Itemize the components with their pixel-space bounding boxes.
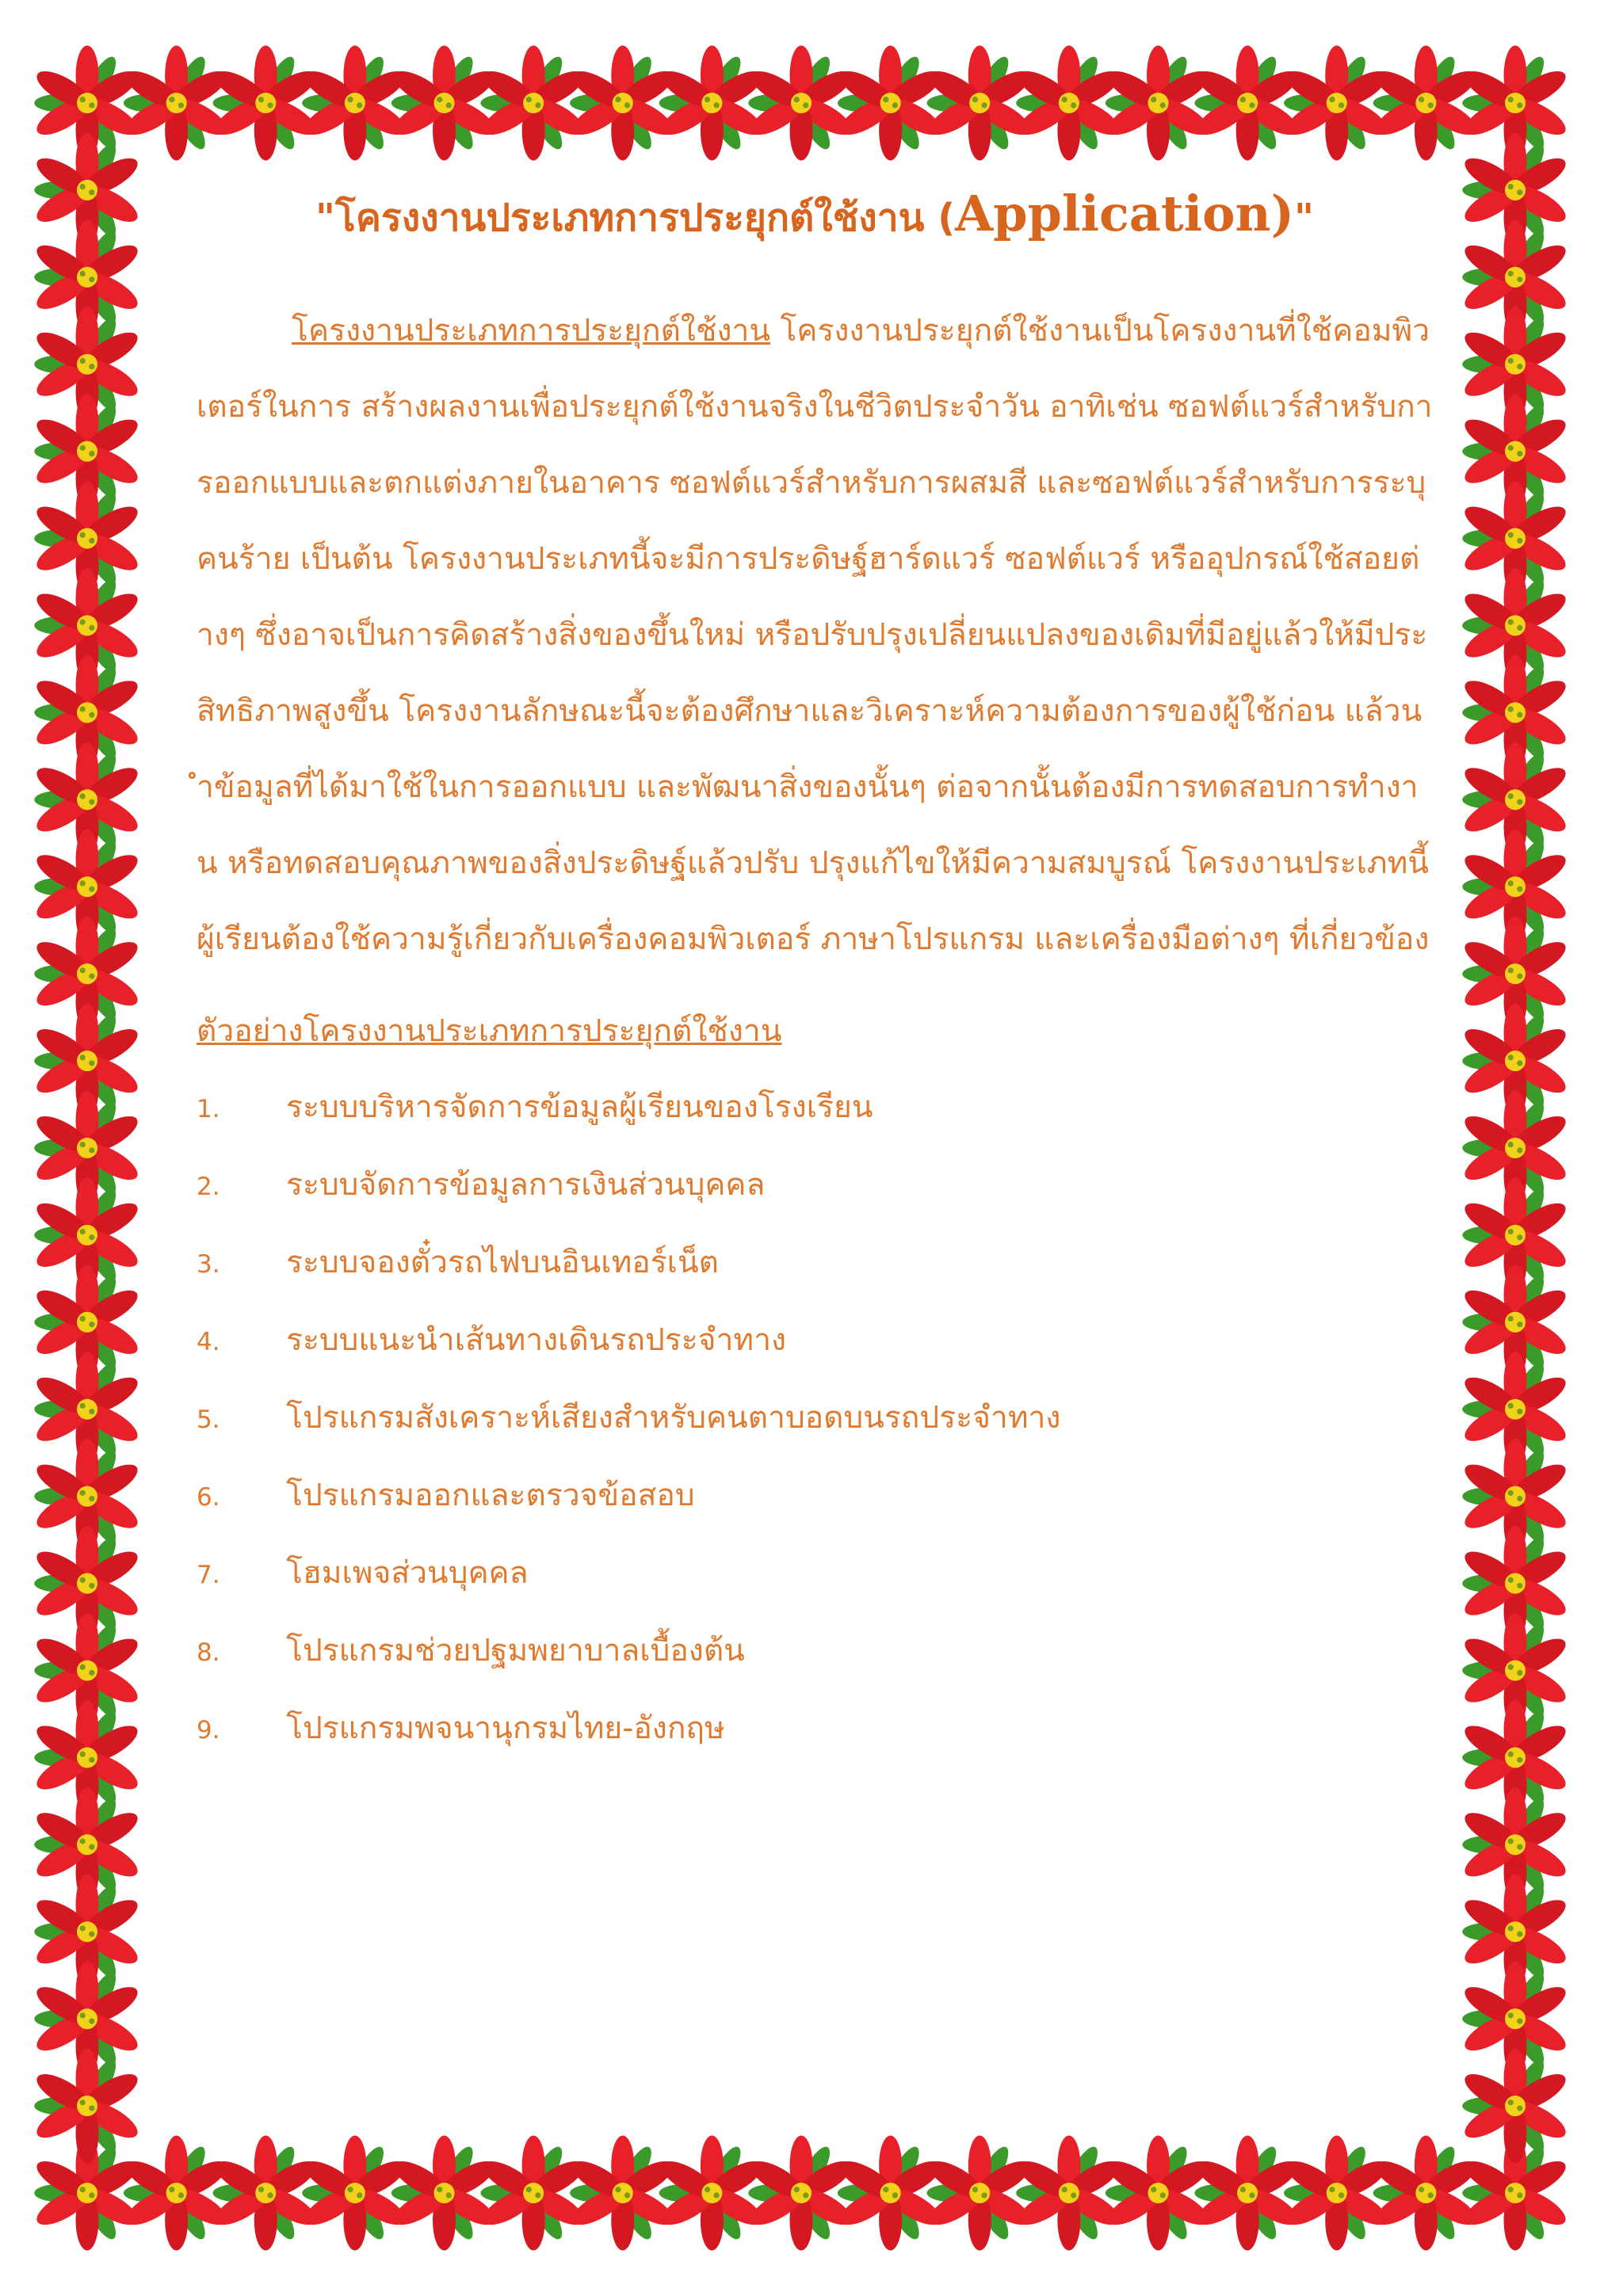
list-item	[197, 1147, 1433, 1225]
list-item-text: โปรแกรมพจนานุกรมไทย-อังกฤษ	[286, 1711, 725, 1746]
list-item	[197, 1691, 1433, 1768]
list-item-number: 6.	[197, 1483, 220, 1512]
list-item	[197, 1535, 1433, 1613]
list-item-number: 8.	[197, 1638, 220, 1667]
list-item-text: ระบบจัดการข้อมูลการเงินส่วนบุคคล	[286, 1167, 766, 1203]
list-item	[197, 1613, 1433, 1691]
document-title	[197, 186, 1433, 246]
list-item-number: 4.	[197, 1328, 220, 1356]
list-item-text: โปรแกรมช่วยปฐมพยาบาลเบื้องต้น	[286, 1633, 745, 1669]
list-item	[197, 1070, 1433, 1147]
list-item-text: ระบบจองตั๋วรถไฟบนอินเทอร์เน็ต	[286, 1245, 719, 1280]
intro-underlined-term: โครงงานประเภทการประยุกต์ใช้งาน	[292, 313, 771, 349]
list-item-number: 1.	[197, 1095, 220, 1123]
intro-body: โครงงานประยุกต์ใช้งานเป็นโครงงานที่ใช้คอมพิวเตอร์ในการ สร้างผลงานเพื่อประยุกต์ใช้งานจริงในชีวิตประจำวัน อาทิเช่น ซอฟต์แวร์สำหรับการออกแบบและตกแต่งภายในอาคาร ซอฟต์แวร์สำหรับการผสมสี และซอฟต์แวร์สำหรับการระบุคนร้าย เป็นต้น โครงงานประเภทนี้จะมีการประดิษฐ์ฮาร์ดแวร์ ซอฟต์แวร์ หรืออุปกรณ์ใช้สอยต่างๆ ซึ่งอาจเป็นการคิดสร้างสิ่งของขึ้นใหม่ หรือปรับปรุงเปลี่ยนแปลงของเดิมที่มีอยู่แล้วให้มีประสิทธิภาพสูงขึ้น โครงงานลักษณะนี้จะต้องศึกษาและวิเคราะห์ความต้องการของผู้ใช้ก่อน แล้วนำข้อมูลที่ได้มาใช้ในการออกแบบ และพัฒนาสิ่งของนั้นๆ ต่อจากนั้นต้องมีการทดสอบการทำงาน หรือทดสอบคุณภาพของสิ่งประดิษฐ์แล้วปรับ ปรุงแก้ไขให้มีความสมบูรณ์ โครงงานประเภทนี้ผู้เรียนต้องใช้ความรู้เกี่ยวกับเครื่องคอมพิวเตอร์ ภาษาโปรแกรม และเครื่องมือต่างๆ ที่เกี่ยวข้อง	[197, 313, 1433, 957]
list-item-text: โฮมเพจส่วนบุคคล	[286, 1555, 529, 1591]
examples-list	[197, 1070, 1433, 1768]
title-thai: "โครงงานประเภทการประยุกต์ใช้งาน (	[315, 196, 956, 240]
poinsettia-icon	[32, 2049, 143, 2164]
title-application: Application)	[955, 185, 1294, 242]
list-item	[197, 1458, 1433, 1535]
list-item-number: 2.	[197, 1173, 220, 1201]
list-item-number: 9.	[197, 1716, 220, 1745]
list-item-text: ระบบแนะนำเส้นทางเดินรถประจำทาง	[286, 1322, 787, 1358]
poinsettia-icon	[1460, 2049, 1571, 2164]
list-item-text: โปรแกรมสังเคราะห์เสียงสำหรับคนตาบอดบนรถประจำทาง	[286, 1400, 1061, 1436]
title-close-quote: "	[1293, 196, 1314, 240]
list-item-number: 7.	[197, 1561, 220, 1589]
examples-heading: ตัวอย่างโครงงานประเภทการประยุกต์ใช้งาน	[197, 1013, 782, 1049]
list-item-number: 5.	[197, 1405, 220, 1434]
list-item-number: 3.	[197, 1250, 220, 1279]
list-item	[197, 1302, 1433, 1380]
intro-paragraph	[197, 293, 1433, 978]
list-item	[197, 1225, 1433, 1302]
list-item-text: ระบบบริหารจัดการข้อมูลผู้เรียนของโรงเรียน	[286, 1089, 873, 1125]
list-item-text: โปรแกรมออกและตรวจข้อสอบ	[286, 1478, 695, 1513]
list-item	[197, 1380, 1433, 1458]
document-content	[197, 186, 1433, 1768]
